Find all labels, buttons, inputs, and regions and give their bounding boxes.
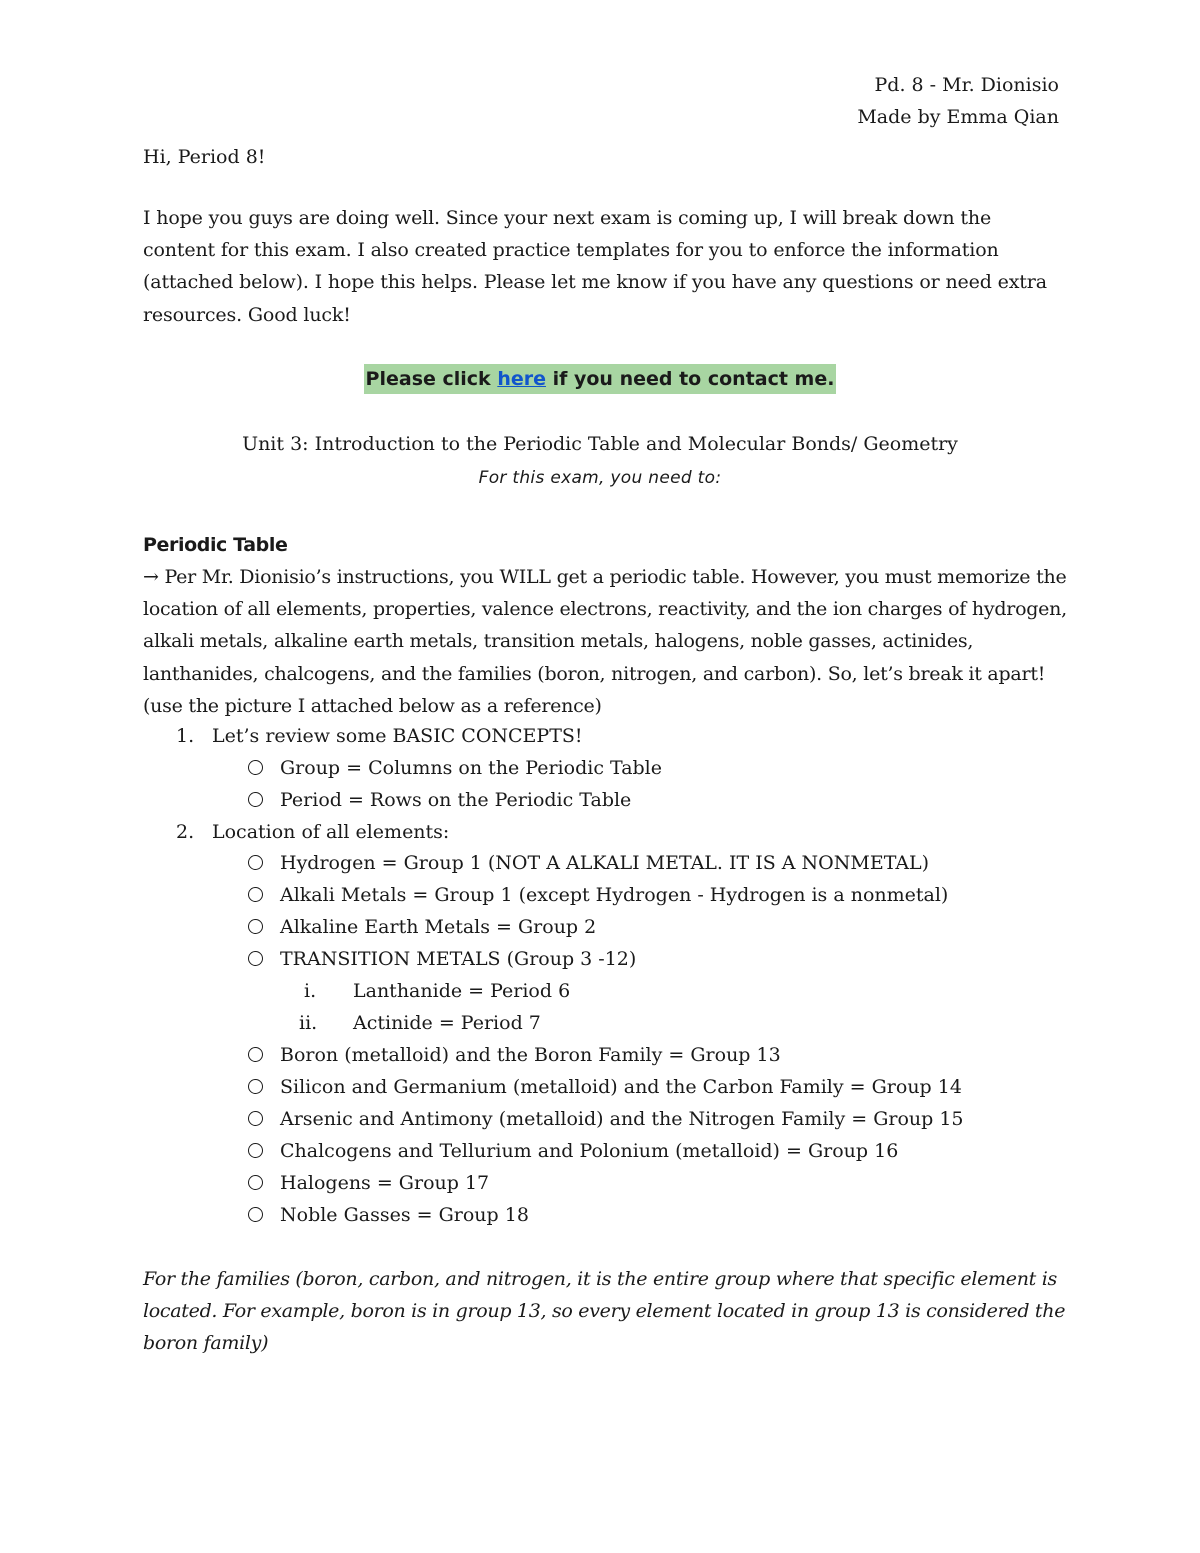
hollow-circle-bullet-icon <box>248 1143 263 1158</box>
families-note: For the families (boron, carbon, and nitrogen, it is the entire group where that specific element is located. For example, boron is in group 13, so every element located in group 13 is considered the boron family) <box>143 1268 1066 1355</box>
list-subitem-text: Hydrogen = Group 1 (NOT A ALKALI METAL. IT IS A NONMETAL) <box>280 852 930 874</box>
hollow-circle-bullet-icon <box>248 887 263 902</box>
roman-marker: ii. <box>299 1012 318 1034</box>
list-subsubitem <box>296 975 570 1007</box>
list-subitem <box>248 911 596 943</box>
list-subitem <box>248 879 948 911</box>
contact-highlight <box>364 364 837 394</box>
list-subsubitem-text: Lanthanide = Period 6 <box>353 980 571 1002</box>
list-subitem-text: Alkali Metals = Group 1 (except Hydrogen - Hydrogen is a nonmetal) <box>280 884 949 906</box>
list-subitem <box>248 752 662 784</box>
list-subitem <box>248 943 636 975</box>
list-subitem-text: Boron (metalloid) and the Boron Family = Group 13 <box>280 1044 781 1066</box>
intro-paragraph: I hope you guys are doing well. Since your next exam is coming up, I will break down the content for this exam. I also created practice templates for you to enforce the information (attached below). I hope this helps. Please let me know if you have any questions or need extra resources. Good luck! <box>143 207 1047 326</box>
list-subitem-text: Alkaline Earth Metals = Group 2 <box>280 916 597 938</box>
list-subitem-text: Halogens = Group 17 <box>280 1172 490 1194</box>
list-subitem <box>248 1103 964 1135</box>
hollow-circle-bullet-icon <box>248 855 263 870</box>
roman-marker: i. <box>304 980 317 1002</box>
hollow-circle-bullet-icon <box>248 1111 263 1126</box>
list-subitem-text: Silicon and Germanium (metalloid) and the Carbon Family = Group 14 <box>280 1076 962 1098</box>
list-text: Let’s review some BASIC CONCEPTS! <box>212 725 583 747</box>
list-subsubitem <box>296 1007 541 1039</box>
list-subitem-text: TRANSITION METALS (Group 3 -12) <box>280 948 637 970</box>
greeting: Hi, Period 8! <box>143 146 266 168</box>
list-subitem <box>248 1135 898 1167</box>
section-intro: → Per Mr. Dionisio’s instructions, you WILL get a periodic table. However, you must memorize the location of all elements, properties, valence electrons, reactivity, and the ion charges of hydrogen, alkali metals, alkaline earth metals, transition metals, halogens, noble gasses, actinides, lanthanides, chalcogens, and the families (boron, nitrogen, and carbon). So, let’s break it apart! (use the picture I attached below as a reference) <box>143 566 1067 717</box>
list-subitem-text: Chalcogens and Tellurium and Polonium (metalloid) = Group 16 <box>280 1140 899 1162</box>
list-subitem <box>248 784 631 816</box>
contact-line <box>0 363 1200 395</box>
header-author: Made by Emma Qian <box>857 106 1059 128</box>
list-subitem-text: Group = Columns on the Periodic Table <box>280 757 663 779</box>
hollow-circle-bullet-icon <box>248 1207 263 1222</box>
hollow-circle-bullet-icon <box>248 919 263 934</box>
hollow-circle-bullet-icon <box>248 792 263 807</box>
list-item-2 <box>176 816 449 848</box>
contact-link[interactable]: here <box>497 368 546 390</box>
header-period-teacher: Pd. 8 - Mr. Dionisio <box>874 74 1059 96</box>
list-subitem-text: Noble Gasses = Group 18 <box>280 1204 529 1226</box>
list-number: 2. <box>176 821 195 843</box>
list-subitem <box>248 847 929 879</box>
list-item-1 <box>176 720 583 752</box>
unit-subtitle: For this exam, you need to: <box>478 468 722 488</box>
hollow-circle-bullet-icon <box>248 1175 263 1190</box>
section-heading: Periodic Table <box>143 534 288 556</box>
list-subitem <box>248 1039 781 1071</box>
hollow-circle-bullet-icon <box>248 1047 263 1062</box>
list-subitem <box>248 1071 962 1103</box>
hollow-circle-bullet-icon <box>248 760 263 775</box>
list-subitem <box>248 1167 489 1199</box>
list-number: 1. <box>176 725 195 747</box>
unit-title: Unit 3: Introduction to the Periodic Table and Molecular Bonds/ Geometry <box>242 433 958 455</box>
contact-text-before: Please click <box>365 368 498 390</box>
list-text: Location of all elements: <box>212 821 450 843</box>
hollow-circle-bullet-icon <box>248 951 263 966</box>
list-subitem-text: Arsenic and Antimony (metalloid) and the Nitrogen Family = Group 15 <box>280 1108 964 1130</box>
list-subsubitem-text: Actinide = Period 7 <box>353 1012 541 1034</box>
contact-text-after: if you need to contact me. <box>545 368 835 390</box>
list-subitem-text: Period = Rows on the Periodic Table <box>280 789 632 811</box>
hollow-circle-bullet-icon <box>248 1079 263 1094</box>
list-subitem <box>248 1199 529 1231</box>
